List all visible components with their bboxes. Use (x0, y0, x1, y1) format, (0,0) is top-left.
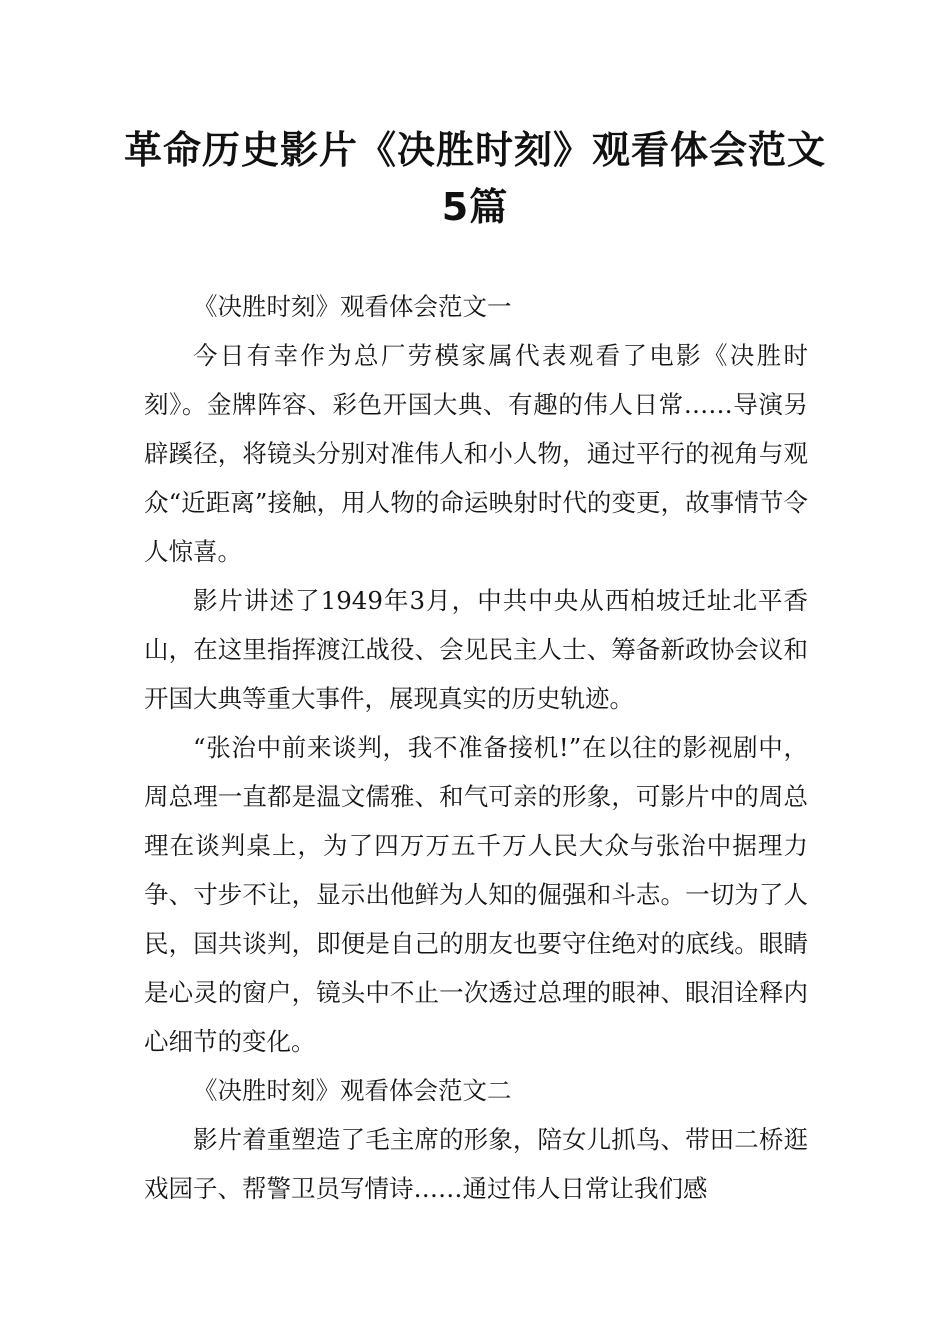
section-heading-2: 《决胜时刻》观看体会范文二 (193, 1076, 512, 1105)
document-body (144, 282, 808, 1213)
paragraph: 影片着重塑造了毛主席的形象，陪女儿抓鸟、带田二桥逛戏园子、帮警卫员写情诗……通过伟人日常让我们感 (144, 1125, 808, 1203)
section-heading-1: 《决胜时刻》观看体会范文一 (193, 292, 512, 321)
document-title: 革命历史影片《决胜时刻》观看体会范文5篇 (123, 128, 826, 229)
paragraph: 今日有幸作为总厂劳模家属代表观看了电影《决胜时刻》。金牌阵容、彩色开国大典、有趣的伟人日常……导演另辟蹊径，将镜头分别对准伟人和小人物，通过平行的视角与观众“近距离”接触，用人物的命运映射时代的变更，故事情节令人惊喜。 (144, 341, 808, 566)
paragraph: “张治中前来谈判，我不准备接机!”在以往的影视剧中，周总理一直都是温文儒雅、和气可亲的形象，可影片中的周总理在谈判桌上，为了四万万五千万人民大众与张治中据理力争、寸步不让，显示出他鲜为人知的倔强和斗志。一切为了人民，国共谈判，即便是自己的朋友也要守住绝对的底线。眼睛是心灵的窗户，镜头中不止一次透过总理的眼神、眼泪诠释内心细节的变化。 (144, 733, 808, 1056)
paragraph: 影片讲述了1949年3月，中共中央从西柏坡迁址北平香山，在这里指挥渡江战役、会见民主人士、筹备新政协会议和开国大典等重大事件，展现真实的历史轨迹。 (144, 586, 808, 713)
